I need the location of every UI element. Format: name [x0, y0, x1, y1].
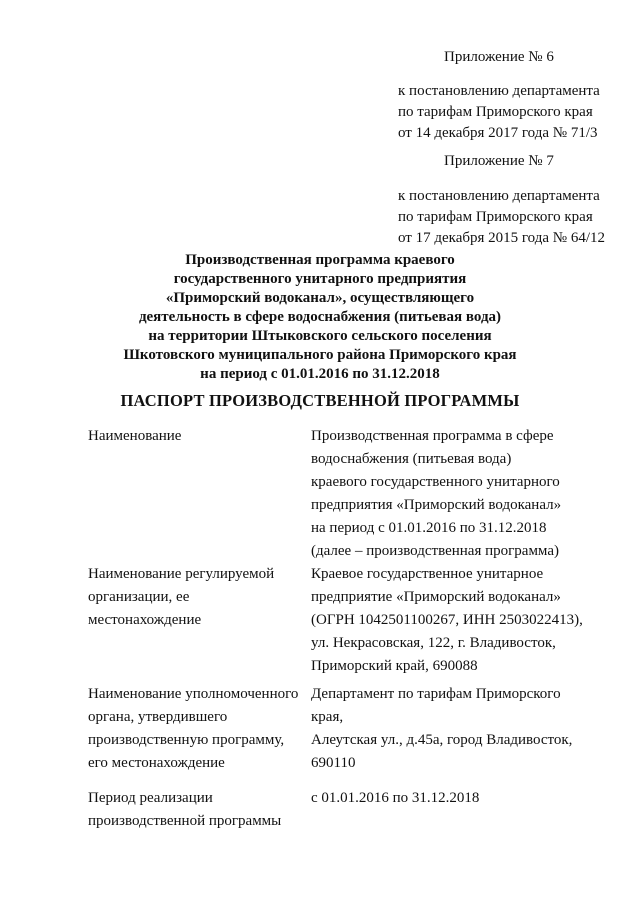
value-line: Краевое государственное унитарное	[311, 566, 544, 582]
value-line: водоснабжения (питьевая вода)	[311, 451, 512, 467]
passport-row-label	[88, 425, 303, 448]
value-line: предприятие «Приморский водоканал»	[311, 589, 561, 605]
label-line: Наименование	[88, 428, 182, 444]
passport-row-label	[88, 563, 303, 632]
value-line: предприятия «Приморский водоканал»	[311, 497, 562, 513]
label-line: производственной программы	[88, 813, 282, 829]
value-line: края,	[311, 709, 344, 725]
label-line: производственную программу,	[88, 732, 285, 748]
value-line: Производственная программа в сфере	[311, 428, 554, 444]
value-line: ул. Некрасовская, 122, г. Владивосток,	[311, 635, 556, 651]
program-title-line: на период с 01.01.2016 по 31.12.2018	[200, 366, 440, 382]
program-title-line: на территории Штыковского сельского поселения	[148, 328, 492, 344]
label-line: органа, утвердившего	[88, 709, 228, 725]
annex-6-line: к постановлению департамента	[398, 83, 600, 99]
value-line: (далее – производственная программа)	[311, 543, 559, 559]
value-line: с 01.01.2016 по 31.12.2018	[311, 790, 480, 806]
passport-row-value	[311, 683, 631, 775]
value-line: (ОГРН 1042501100267, ИНН 2503022413),	[311, 612, 583, 628]
value-line: Департамент по тарифам Приморского	[311, 686, 561, 702]
label-line: Наименование уполномоченного	[88, 686, 299, 702]
program-title-line: государственного унитарного предприятия	[173, 271, 467, 287]
passport-row-value	[311, 425, 631, 563]
label-line: его местонахождение	[88, 755, 225, 771]
annex-7-title: Приложение № 7	[444, 153, 554, 169]
label-line: организации, ее	[88, 589, 190, 605]
annex-7-line: к постановлению департамента	[398, 188, 600, 204]
value-line: на период с 01.01.2016 по 31.12.2018	[311, 520, 547, 536]
annex-6-line: от 14 декабря 2017 года № 71/3	[398, 125, 598, 141]
annex-7-reference	[398, 186, 605, 249]
passport-row-value	[311, 563, 631, 678]
program-title-line: Производственная программа краевого	[185, 252, 455, 268]
passport-heading: ПАСПОРТ ПРОИЗВОДСТВЕННОЙ ПРОГРАММЫ	[120, 391, 520, 410]
value-line: Приморский край, 690088	[311, 658, 478, 674]
label-line: местонахождение	[88, 612, 202, 628]
annex-7-line: от 17 декабря 2015 года № 64/12	[398, 230, 606, 246]
program-title-line: Шкотовского муниципального района Приморского края	[123, 347, 517, 363]
value-line: 690110	[311, 755, 356, 771]
passport-row-label	[88, 683, 303, 775]
annex-6-line: по тарифам Приморского края	[398, 104, 593, 120]
program-title-line: деятельность в сфере водоснабжения (питьевая вода)	[138, 309, 502, 325]
annex-6-reference	[398, 81, 600, 144]
passport-row-value	[311, 787, 631, 810]
annex-6-title: Приложение № 6	[444, 49, 554, 65]
label-line: Период реализации	[88, 790, 213, 806]
value-line: краевого государственного унитарного	[311, 474, 560, 490]
program-title	[0, 251, 640, 384]
label-line: Наименование регулируемой	[88, 566, 275, 582]
annex-7-line: по тарифам Приморского края	[398, 209, 593, 225]
program-title-line: «Приморский водоканал», осуществляющего	[165, 290, 475, 306]
passport-row-label	[88, 787, 303, 833]
value-line: Алеутская ул., д.45а, город Владивосток,	[311, 732, 573, 748]
